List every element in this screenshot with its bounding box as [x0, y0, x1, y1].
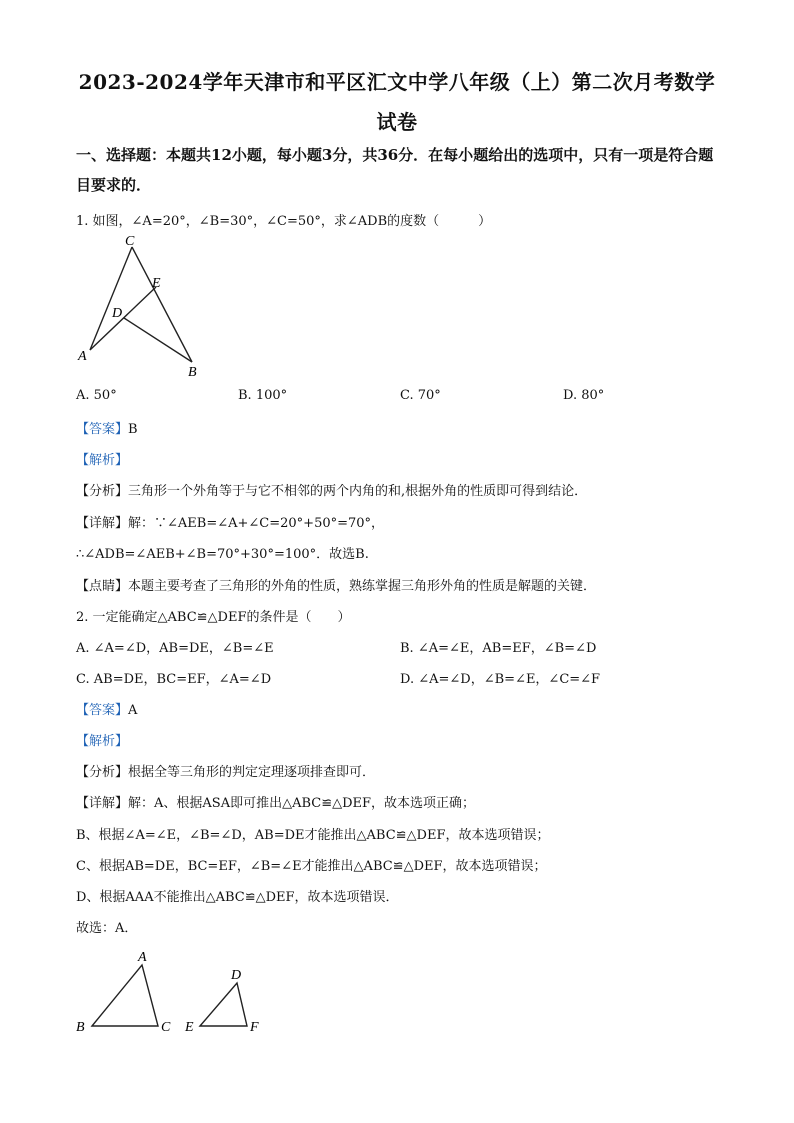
label-B: B	[188, 365, 197, 380]
q2-fenxi-tag: 【分析】	[76, 765, 129, 780]
q1-analysis-tag: 【解析】	[76, 453, 129, 468]
q1-xiangjie-row	[76, 512, 384, 531]
q1-fenxi-tag: 【分析】	[76, 484, 129, 499]
q2-figure	[70, 945, 280, 1045]
q2-answer-row	[76, 699, 137, 718]
q2-answer-tag: 【答案】	[76, 703, 129, 718]
q1-option-a: A. 50°	[76, 388, 117, 403]
q1-dianjing: 本题主要考查了三角形的外角的性质，熟练掌握三角形外角的性质是解题的关键．	[128, 579, 597, 594]
q1-figure	[70, 232, 210, 380]
q2-xiangjie-1: 解：A、根据ASA即可推出△ABC≌△DEF，故本选项正确；	[128, 796, 476, 811]
segment-DB	[124, 318, 192, 362]
q1-option-c: C. 70°	[400, 388, 441, 403]
label-C: C	[125, 234, 135, 249]
q1-option-b: B. 100°	[238, 388, 288, 403]
q2-answer: A	[128, 703, 138, 718]
section-heading: 一、选择题：本题共12小题，每小题3分，共36分．在每小题给出的选项中，只有一项是符合题目要求的．	[76, 146, 714, 194]
q2-xiangjie-tag: 【详解】	[76, 796, 129, 811]
q1-dianjing-row	[76, 575, 596, 594]
segment-AE	[90, 287, 156, 350]
label-E: E	[185, 1020, 194, 1035]
triangle-DEF	[200, 983, 247, 1026]
doc-title-line1: 2023-2024学年天津市和平区汇文中学八年级（上）第二次月考数学	[78, 70, 716, 94]
q1-dianjing-tag: 【点睛】	[76, 579, 129, 594]
q2-option-d: D. ∠A=∠D，∠B=∠E，∠C=∠F	[400, 672, 601, 687]
q1-fenxi: 三角形一个外角等于与它不相邻的两个内角的和,根据外角的性质即可得到结论．	[128, 484, 588, 499]
q1-stem: 1. 如图，∠A=20°，∠B=30°，∠C=50°，求∠ADB的度数（ ）	[76, 214, 492, 229]
label-A: A	[138, 950, 147, 965]
q1-analysis-row	[76, 449, 128, 468]
q2-fenxi: 根据全等三角形的判定定理逐项排查即可．	[128, 765, 376, 780]
q2-xiangjie-3: C、根据AB=DE，BC=EF，∠B=∠E才能推出△ABC≌△DEF，故本选项错误；	[76, 859, 547, 874]
segment-AC	[90, 247, 132, 350]
label-A: A	[78, 349, 87, 364]
label-F: F	[250, 1020, 259, 1035]
q2-analysis-row	[76, 730, 128, 749]
q1-xiangjie-1: 解：∵∠AEB=∠A+∠C=20°+50°=70°，	[128, 516, 385, 531]
doc-title-line2: 试卷	[376, 110, 418, 134]
q2-option-a: A. ∠A=∠D，AB=DE，∠B=∠E	[76, 641, 274, 656]
q2-option-c: C. AB=DE，BC=EF，∠A=∠D	[76, 672, 272, 687]
label-D: D	[112, 306, 123, 321]
q1-xiangjie-2: ∴∠ADB=∠AEB+∠B=70°+30°=100°．故选B.	[76, 547, 369, 562]
q2-analysis-tag: 【解析】	[76, 734, 129, 749]
q1-option-d: D. 80°	[563, 388, 605, 403]
q1-answer: B	[128, 422, 138, 437]
q2-xiangjie-row	[76, 792, 475, 811]
triangle-ABC	[92, 965, 158, 1026]
q1-answer-row	[76, 418, 138, 437]
label-B: B	[76, 1020, 85, 1035]
segment-CB	[132, 247, 192, 362]
q2-fenxi-row	[76, 761, 375, 780]
q2-option-b: B. ∠A=∠E，AB=EF，∠B=∠D	[400, 641, 597, 656]
q2-stem: 2. 一定能确定△ABC≌△DEF的条件是（ ）	[76, 610, 351, 625]
q1-fenxi-row	[76, 480, 587, 499]
q2-guxuan: 故选：A．	[76, 921, 138, 936]
q2-xiangjie-4: D、根据AAA不能推出△ABC≌△DEF，故本选项错误．	[76, 890, 399, 905]
q1-xiangjie-tag: 【详解】	[76, 516, 129, 531]
label-C: C	[161, 1020, 171, 1035]
q1-answer-tag: 【答案】	[76, 422, 129, 437]
label-D: D	[231, 968, 242, 983]
label-E: E	[152, 276, 161, 291]
q2-xiangjie-2: B、根据∠A=∠E，∠B=∠D，AB=DE才能推出△ABC≌△DEF，故本选项错误；	[76, 828, 550, 843]
